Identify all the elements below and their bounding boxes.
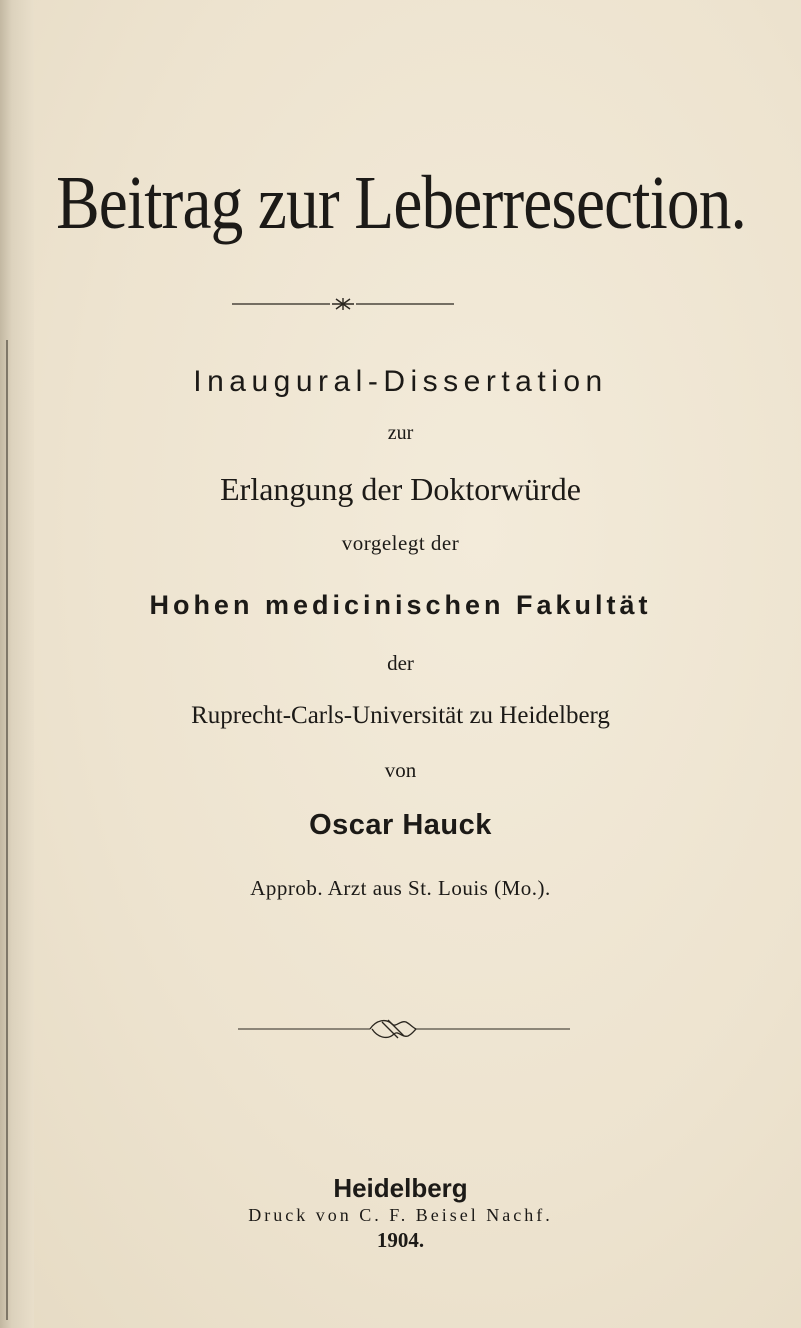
vorgelegt-line: vorgelegt der: [341, 531, 460, 555]
faculty-line: Hohen medicinischen Fakultät: [149, 590, 652, 620]
erlangung-line: Erlangung der Doktorwürde: [220, 471, 581, 507]
imprint-city: Heidelberg: [333, 1173, 468, 1203]
von-line: von: [384, 758, 417, 782]
imprint-year: 1904.: [376, 1228, 425, 1252]
document-title: Beitrag zur Leberresection.: [56, 161, 747, 245]
dissertation-heading: Inaugural-Dissertation: [193, 365, 608, 398]
zur-line: zur: [387, 422, 414, 444]
university-line: Ruprecht-Carls-Universität zu Heidelberg: [191, 702, 610, 729]
ornamental-rule-top: [232, 298, 454, 310]
author-name: Oscar Hauck: [309, 809, 492, 841]
der-line: der: [387, 651, 414, 675]
author-credentials: Approb. Arzt aus St. Louis (Mo.).: [250, 876, 551, 900]
imprint-printer: Druck von C. F. Beisel Nachf.: [248, 1205, 553, 1225]
ornamental-rule-middle: [238, 1016, 570, 1042]
